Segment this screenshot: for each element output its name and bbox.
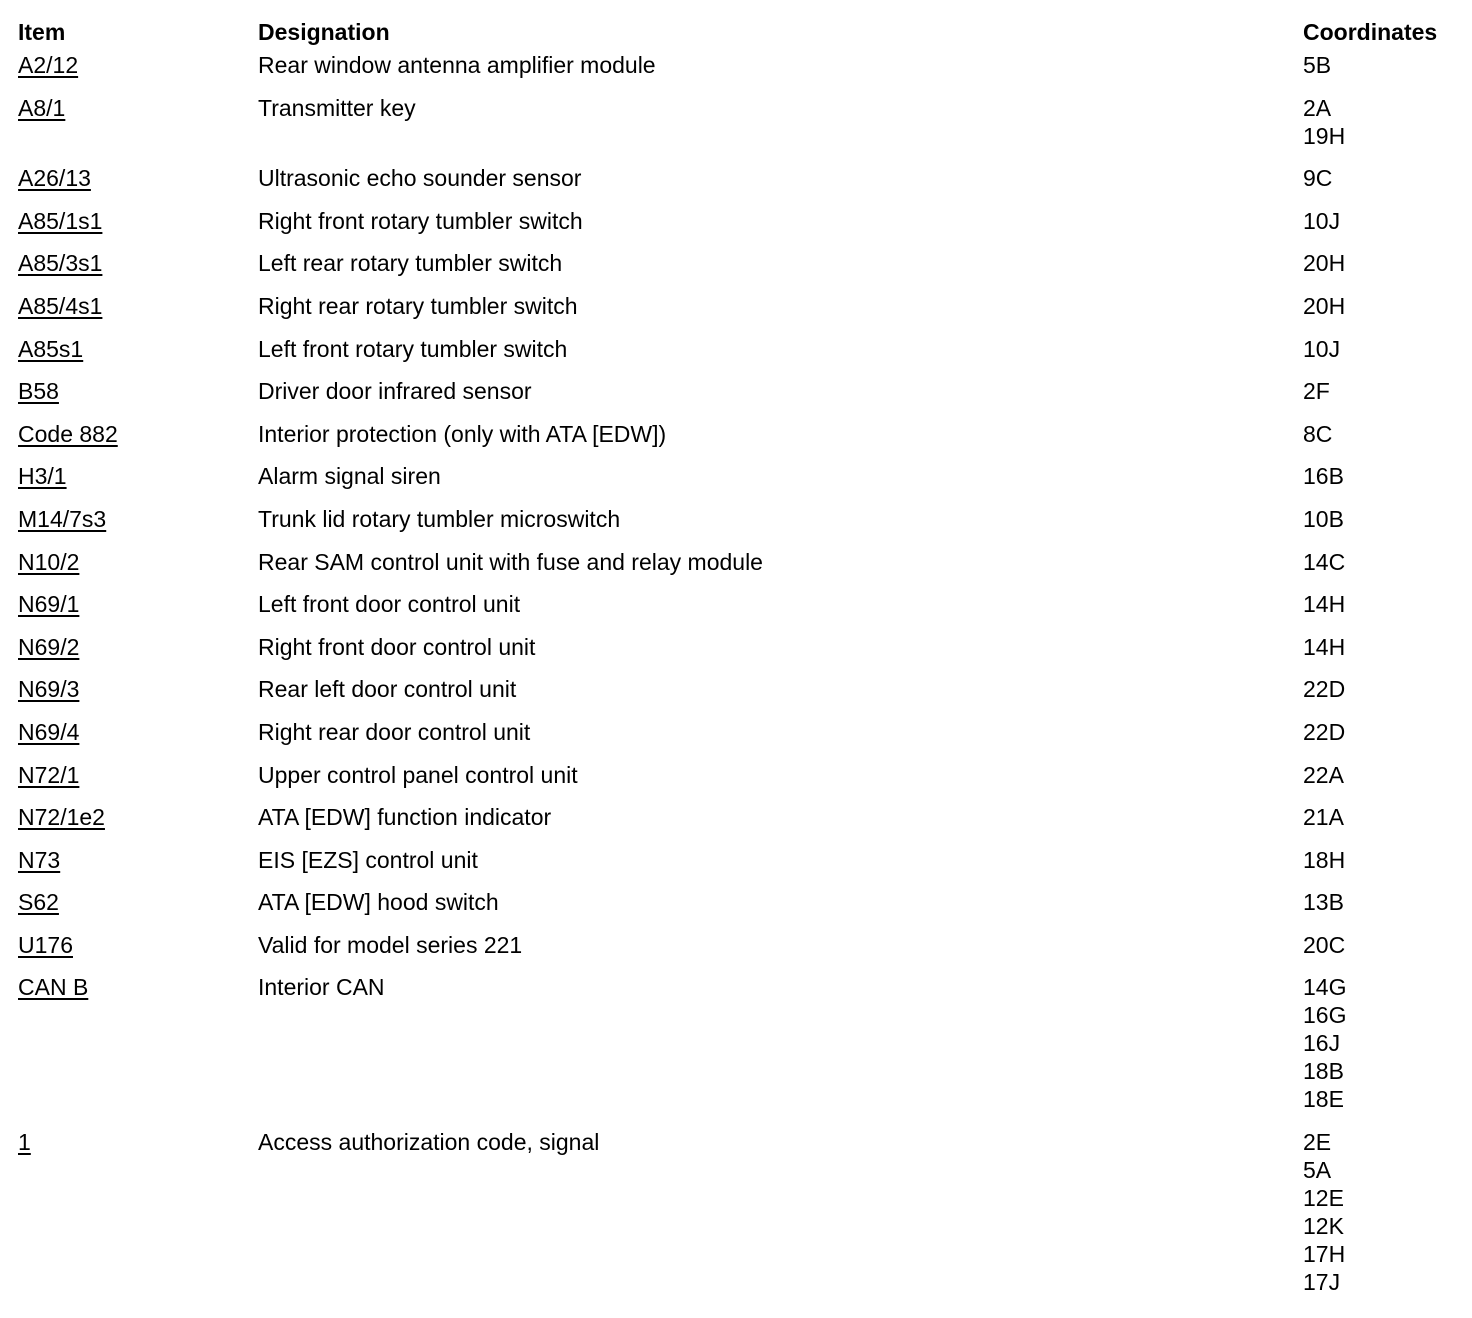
coordinates-cell	[1303, 718, 1472, 746]
coordinate-value: 8C	[1303, 420, 1333, 447]
legend-table	[0, 18, 1472, 1311]
item-link[interactable]: H3/1	[18, 463, 67, 490]
table-row	[0, 973, 1472, 1128]
coordinates-cell	[1303, 207, 1472, 235]
item-link[interactable]: N73	[18, 846, 61, 873]
table-row	[0, 377, 1472, 420]
item-link[interactable]: A26/13	[18, 165, 91, 192]
header-item: Item	[18, 19, 66, 45]
designation-text: Upper control panel control unit	[258, 761, 578, 788]
table-row	[0, 249, 1472, 292]
designation-text: Rear SAM control unit with fuse and relay module	[258, 548, 763, 575]
item-link[interactable]: S62	[18, 889, 59, 916]
header-designation: Designation	[258, 19, 390, 45]
item-link[interactable]: N69/4	[18, 718, 80, 745]
table-row	[0, 94, 1472, 165]
table-row	[0, 718, 1472, 761]
item-link[interactable]: B58	[18, 378, 59, 405]
item-link[interactable]: CAN B	[18, 974, 89, 1001]
table-row	[0, 1128, 1472, 1311]
table-row	[0, 548, 1472, 591]
designation-text: Driver door infrared sensor	[258, 378, 532, 405]
designation-text: Transmitter key	[258, 94, 416, 121]
coordinates-cell	[1303, 590, 1472, 618]
table-body	[0, 51, 1472, 1311]
table-header	[0, 18, 1472, 51]
coordinate-value: 19H	[1303, 122, 1346, 149]
coordinate-value: 10B	[1303, 505, 1344, 532]
table-row	[0, 931, 1472, 974]
item-link[interactable]: A85/1s1	[18, 207, 103, 234]
coordinates-cell	[1303, 51, 1472, 79]
coordinate-value: 18B	[1303, 1058, 1344, 1085]
coordinate-value: 16B	[1303, 463, 1344, 490]
coordinate-value: 10J	[1303, 335, 1341, 362]
designation-text: Right rear door control unit	[258, 718, 531, 745]
coordinates-cell	[1303, 94, 1472, 150]
coordinate-value: 22D	[1303, 676, 1346, 703]
item-link[interactable]: A2/12	[18, 52, 79, 78]
table-row	[0, 51, 1472, 94]
coordinates-cell	[1303, 292, 1472, 320]
item-link[interactable]: 1	[18, 1129, 31, 1156]
coordinates-cell	[1303, 931, 1472, 959]
item-link[interactable]: A8/1	[18, 94, 66, 121]
item-link[interactable]: N72/1	[18, 761, 80, 788]
header-coordinates: Coordinates	[1303, 19, 1438, 45]
coordinate-value: 14H	[1303, 591, 1346, 618]
coordinate-value: 2F	[1303, 378, 1330, 405]
designation-text: EIS [EZS] control unit	[258, 846, 478, 873]
coordinate-value: 20H	[1303, 250, 1346, 277]
coordinates-cell	[1303, 1128, 1472, 1296]
coordinate-value: 14C	[1303, 548, 1346, 575]
coordinates-cell	[1303, 973, 1472, 1113]
coordinates-cell	[1303, 548, 1472, 576]
table-row	[0, 462, 1472, 505]
designation-text: Interior protection (only with ATA [EDW])	[258, 420, 667, 447]
designation-text: Valid for model series 221	[258, 931, 523, 958]
coordinate-value: 20C	[1303, 931, 1346, 958]
designation-text: Ultrasonic echo sounder sensor	[258, 165, 582, 192]
table-row	[0, 420, 1472, 463]
designation-text: Rear left door control unit	[258, 676, 517, 703]
table-row	[0, 761, 1472, 804]
designation-text: Interior CAN	[258, 974, 385, 1001]
table-row	[0, 846, 1472, 889]
table-row	[0, 675, 1472, 718]
coordinates-cell	[1303, 249, 1472, 277]
coordinates-cell	[1303, 420, 1472, 448]
item-link[interactable]: M14/7s3	[18, 505, 107, 532]
coordinate-value: 17H	[1303, 1241, 1346, 1268]
coordinate-value: 14G	[1303, 974, 1347, 1001]
coordinate-value: 16G	[1303, 1002, 1347, 1029]
item-link[interactable]: A85/4s1	[18, 292, 103, 319]
coordinate-value: 14H	[1303, 633, 1346, 660]
coordinates-cell	[1303, 846, 1472, 874]
table-row	[0, 633, 1472, 676]
coordinates-cell	[1303, 164, 1472, 192]
coordinate-value: 20H	[1303, 292, 1346, 319]
coordinate-value: 12K	[1303, 1213, 1344, 1240]
designation-text: Trunk lid rotary tumbler microswitch	[258, 505, 621, 532]
coordinate-value: 16J	[1303, 1030, 1341, 1057]
designation-text: Right front door control unit	[258, 633, 536, 660]
table-row	[0, 335, 1472, 378]
item-link[interactable]: A85/3s1	[18, 250, 103, 277]
item-link[interactable]: N10/2	[18, 548, 80, 575]
coordinate-value: 18H	[1303, 846, 1346, 873]
coordinate-value: 2E	[1303, 1129, 1332, 1156]
coordinate-value: 17J	[1303, 1269, 1341, 1296]
coordinate-value: 5A	[1303, 1157, 1332, 1184]
designation-text: Right front rotary tumbler switch	[258, 207, 583, 234]
table-row	[0, 505, 1472, 548]
coordinates-cell	[1303, 803, 1472, 831]
coordinates-cell	[1303, 462, 1472, 490]
coordinate-value: 22D	[1303, 718, 1346, 745]
item-link[interactable]: U176	[18, 931, 73, 958]
coordinate-value: 18E	[1303, 1086, 1344, 1113]
coordinates-cell	[1303, 377, 1472, 405]
coordinates-cell	[1303, 505, 1472, 533]
item-link[interactable]: A85s1	[18, 335, 84, 362]
designation-text: Access authorization code, signal	[258, 1129, 600, 1156]
coordinate-value: 22A	[1303, 761, 1344, 788]
coordinates-cell	[1303, 761, 1472, 789]
coordinates-cell	[1303, 633, 1472, 661]
item-link[interactable]: N72/1e2	[18, 804, 105, 831]
item-link[interactable]: N69/3	[18, 676, 80, 703]
coordinates-cell	[1303, 335, 1472, 363]
table-row	[0, 207, 1472, 250]
coordinate-value: 5B	[1303, 52, 1332, 78]
designation-text: Left rear rotary tumbler switch	[258, 250, 563, 277]
table-row	[0, 164, 1472, 207]
coordinate-value: 13B	[1303, 889, 1344, 916]
designation-text: ATA [EDW] function indicator	[258, 804, 552, 831]
coordinate-value: 12E	[1303, 1185, 1344, 1212]
item-link[interactable]: Code 882	[18, 420, 118, 447]
coordinate-value: 21A	[1303, 804, 1344, 831]
table-row	[0, 590, 1472, 633]
designation-text: Alarm signal siren	[258, 463, 441, 490]
item-link[interactable]: N69/2	[18, 633, 80, 660]
coordinates-cell	[1303, 888, 1472, 916]
designation-text: Right rear rotary tumbler switch	[258, 292, 578, 319]
table-row	[0, 888, 1472, 931]
coordinates-cell	[1303, 675, 1472, 703]
designation-text: Rear window antenna amplifier module	[258, 52, 656, 78]
coordinate-value: 10J	[1303, 207, 1341, 234]
designation-text: ATA [EDW] hood switch	[258, 889, 499, 916]
coordinate-value: 9C	[1303, 165, 1333, 192]
designation-text: Left front door control unit	[258, 591, 521, 618]
coordinate-value: 2A	[1303, 94, 1332, 121]
designation-text: Left front rotary tumbler switch	[258, 335, 568, 362]
table-row	[0, 803, 1472, 846]
table-row	[0, 292, 1472, 335]
item-link[interactable]: N69/1	[18, 591, 80, 618]
